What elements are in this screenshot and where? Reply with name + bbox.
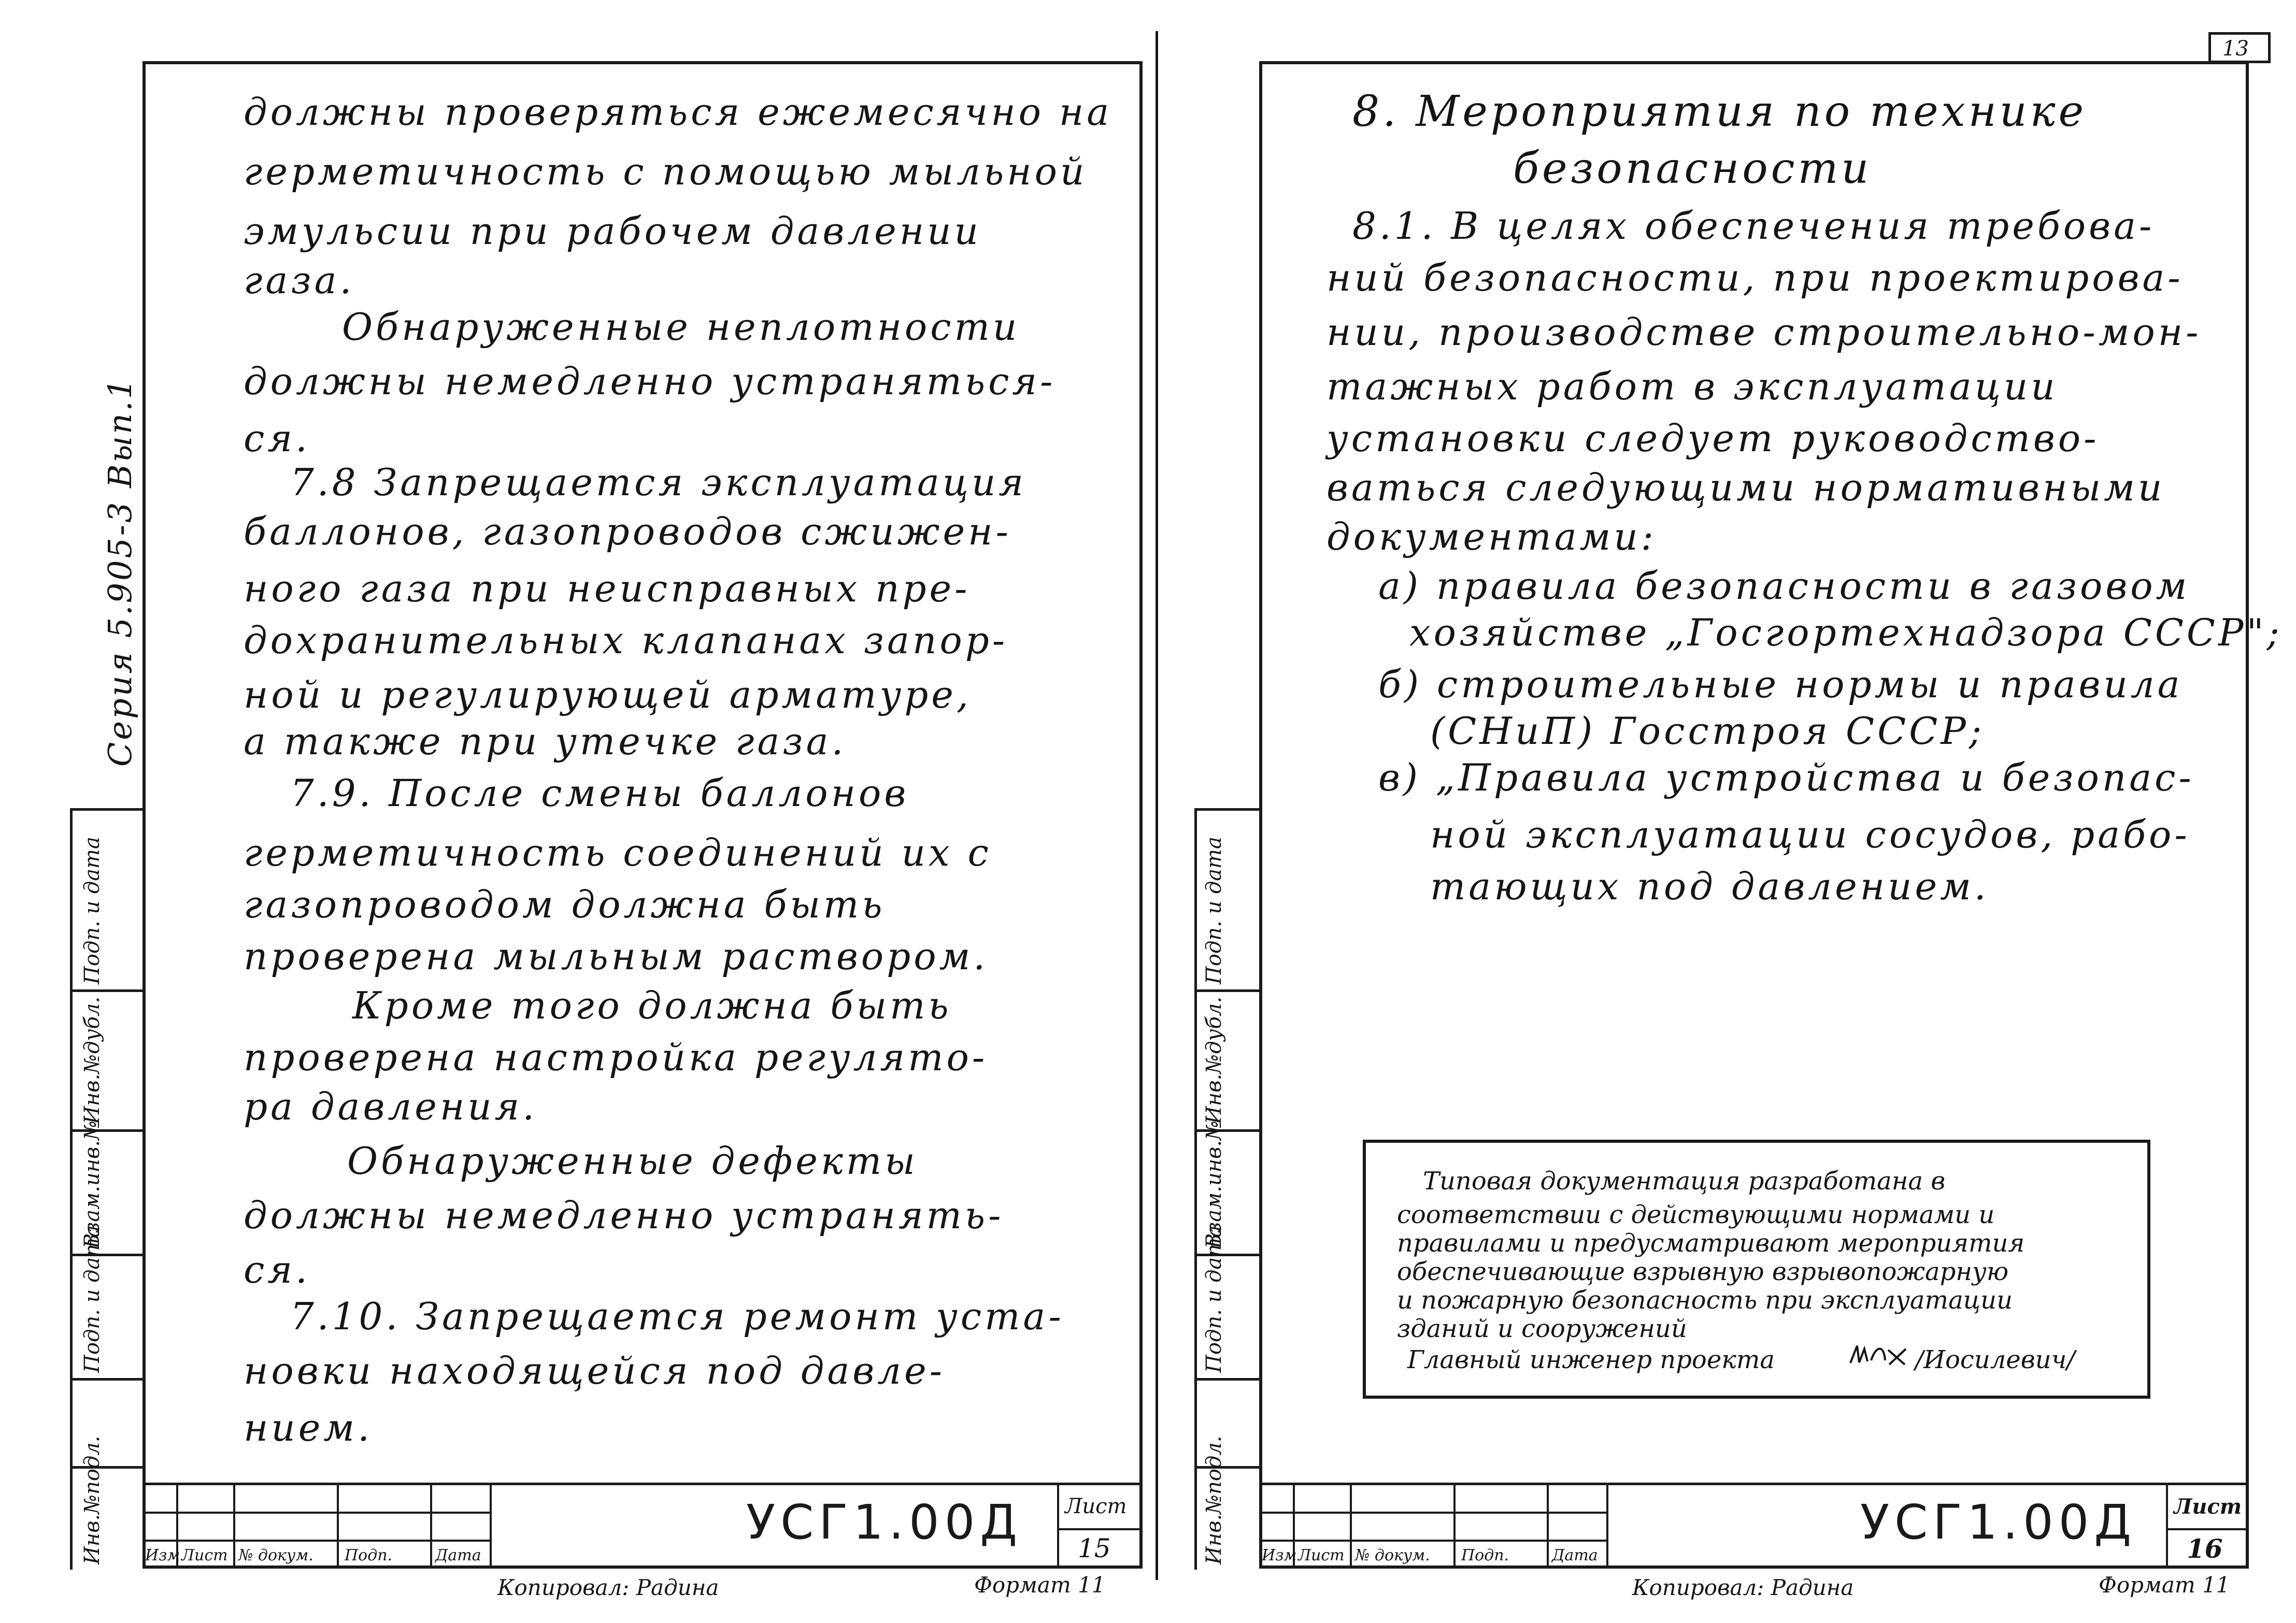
left-line-17: проверена мыльным раствором. <box>244 935 989 978</box>
right-col-izm: Изм <box>1262 1546 1297 1564</box>
left-col-doc: № докум. <box>238 1546 313 1564</box>
signature-scribble <box>1848 1340 1910 1371</box>
signature <box>1848 1340 1910 1371</box>
left-col-list: Лист <box>181 1546 228 1564</box>
right-sheet-number: 16 <box>2187 1533 2223 1564</box>
right-col-date: Дата <box>1552 1546 1598 1564</box>
note-line-8: /Иосилевич/ <box>1915 1345 2075 1374</box>
right-tb-v4 <box>1547 1483 1549 1569</box>
right-doc-code: УСГ1.00Д <box>1860 1495 2137 1550</box>
left-tb-top <box>142 1483 1143 1485</box>
left-line-5: Обнаруженные неплотности <box>342 305 1020 349</box>
left-line-1: должны проверяться ежемесячно на <box>244 90 1113 134</box>
right-line-12: в) „Правила устройства и безопас- <box>1378 756 2194 799</box>
left-line-20: ра давления. <box>244 1085 538 1128</box>
note-line-3: правилами и предусматривают мероприятия <box>1397 1229 2025 1258</box>
left-line-26: нием. <box>244 1406 373 1449</box>
left-footer-format: Формат 11 <box>974 1572 1106 1598</box>
left-line-9: баллонов, газопроводов сжижен- <box>244 510 1011 553</box>
right-margin-label-4: Подп. и дата <box>1202 1225 1226 1373</box>
left-margin-label-5: Инв.№подл. <box>80 1435 104 1564</box>
left-line-10: ного газа при неисправных пре- <box>244 567 971 610</box>
note-line-1: Типовая документация разработана в <box>1423 1167 1946 1196</box>
approval-note-box <box>1363 1140 2150 1399</box>
right-line-2: ний безопасности, при проектирова- <box>1327 256 2184 299</box>
note-line-6: зданий и сооружений <box>1397 1314 1687 1343</box>
right-tb-v6 <box>2166 1483 2168 1569</box>
right-tb-h2 <box>1259 1540 1606 1542</box>
right-footer-copied: Копировал: Радина <box>1632 1575 1854 1600</box>
left-col-izm: Изм <box>145 1546 180 1564</box>
right-tb-v5 <box>1606 1483 1608 1569</box>
right-tb-top <box>1259 1483 2249 1485</box>
left-line-16: газопроводом должна быть <box>244 883 886 926</box>
right-footer-format: Формат 11 <box>2099 1572 2230 1598</box>
left-line-11: дохранительных клапанах запор- <box>244 619 1008 662</box>
left-line-18: Кроме того должна быть <box>352 984 952 1027</box>
note-line-5: и пожарную безопасность при эксплуатации <box>1397 1286 2013 1315</box>
left-margin-divider <box>70 1378 145 1381</box>
right-col-sign: Подп. <box>1461 1546 1509 1564</box>
left-tb-v5 <box>490 1483 492 1569</box>
left-line-22: должны немедленно устранять- <box>244 1194 1004 1237</box>
right-line-10: б) строительные нормы и правила <box>1378 663 2183 706</box>
left-tb-v2 <box>233 1483 235 1569</box>
left-doc-code: УСГ1.00Д <box>746 1495 1023 1550</box>
left-margin-label-4: Подп. и дата <box>80 1225 104 1373</box>
right-margin-label-1: Подп. и дата <box>1202 837 1226 984</box>
left-margin-label-2: Инв.№дубл. <box>80 996 104 1124</box>
left-line-3: эмульсии при рабочем давлении <box>244 209 981 253</box>
right-line-11: (СНиП) Госстроя СССР; <box>1430 709 1985 753</box>
left-line-15: герметичность соединений их с <box>244 831 992 874</box>
page-number-box <box>2208 32 2271 63</box>
right-tb-v2 <box>1350 1483 1352 1569</box>
right-margin-divider <box>1194 1378 1262 1381</box>
right-line-6: ваться следующими нормативными <box>1327 466 2165 509</box>
left-footer-copied: Копировал: Радина <box>497 1575 719 1600</box>
right-margin-divider <box>1194 808 1262 811</box>
left-line-25: новки находящейся под давле- <box>244 1349 945 1392</box>
right-tb-v3 <box>1453 1483 1456 1569</box>
right-col-list: Лист <box>1298 1546 1345 1564</box>
series-stamp: Серия 5.905-3 Вып.1 <box>101 376 139 767</box>
right-heading-1: 8. Мероприятия по технике <box>1352 87 2087 136</box>
left-tb-v4 <box>430 1483 432 1569</box>
left-col-sign: Подп. <box>345 1546 393 1564</box>
left-line-8: 7.8 Запрещается эксплуатация <box>290 461 1027 504</box>
right-margin-label-2: Инв.№дубл. <box>1202 996 1226 1124</box>
left-col-date: Дата <box>435 1546 481 1564</box>
left-line-21: Обнаруженные дефекты <box>347 1139 918 1183</box>
left-margin-divider <box>70 989 145 992</box>
right-margin-strip-line <box>1194 808 1197 1570</box>
left-sheet-number: 15 <box>1078 1533 1111 1563</box>
left-line-4: газа. <box>244 258 355 302</box>
right-col-doc: № докум. <box>1355 1546 1430 1564</box>
left-margin-label-1: Подп. и дата <box>80 837 104 984</box>
right-line-4: тажных работ в эксплуатации <box>1327 365 2058 408</box>
right-heading-2: безопасности <box>1513 144 1872 193</box>
left-line-2: герметичность с помощью мыльной <box>244 150 1088 193</box>
right-margin-label-3: Взам.инв.№ <box>1202 1121 1226 1248</box>
left-line-12: ной и регулирующей арматуре, <box>244 673 972 716</box>
left-margin-strip-line <box>70 808 73 1570</box>
note-line-4: обеспечивающие взрывную взрывопожарную <box>1397 1257 2009 1286</box>
left-tb-h3 <box>1057 1528 1143 1530</box>
right-line-13: ной эксплуатации сосудов, рабо- <box>1430 813 2190 856</box>
right-tb-h3 <box>2166 1528 2249 1530</box>
right-line-8: а) правила безопасности в газовом <box>1378 564 2190 608</box>
right-margin-label-5: Инв.№подл. <box>1202 1435 1226 1564</box>
left-line-14: 7.9. После смены баллонов <box>290 771 909 815</box>
left-line-23: ся. <box>244 1248 310 1291</box>
right-margin-divider <box>1194 989 1262 992</box>
left-tb-h2 <box>142 1540 490 1542</box>
right-line-7: документами: <box>1327 515 1657 558</box>
right-line-14: тающих под давлением. <box>1430 865 1989 908</box>
right-line-3: нии, производстве строительно-мон- <box>1327 310 2202 354</box>
left-tb-v3 <box>337 1483 339 1569</box>
left-line-24: 7.10. Запрещается ремонт уста- <box>290 1295 1064 1338</box>
right-line-9: хозяйстве „Госгортехнадзора СССР"; <box>1409 611 2283 654</box>
right-line-5: установки следует руководство- <box>1327 416 2100 460</box>
left-sheet-label: Лист <box>1065 1495 1127 1518</box>
center-divider <box>1156 31 1158 1580</box>
left-line-13: а также при утечке газа. <box>244 720 847 763</box>
left-margin-divider <box>70 808 145 811</box>
page-number: 13 <box>2222 37 2249 61</box>
left-line-6: должны немедленно устраняться- <box>244 360 1056 403</box>
left-line-7: ся. <box>244 416 310 460</box>
left-tb-h1 <box>142 1512 490 1514</box>
right-tb-h1 <box>1259 1512 1606 1514</box>
note-line-2: соответствии с действующими нормами и <box>1397 1200 1995 1229</box>
left-margin-label-3: Взам.инв.№ <box>80 1121 104 1248</box>
right-line-1: 8.1. В целях обеспечения требова- <box>1352 204 2155 248</box>
left-line-19: проверена настройка регулято- <box>244 1036 988 1079</box>
right-sheet-label: Лист <box>2174 1495 2242 1519</box>
note-line-7: Главный инженер проекта <box>1407 1345 1775 1374</box>
left-tb-v6 <box>1057 1483 1059 1569</box>
